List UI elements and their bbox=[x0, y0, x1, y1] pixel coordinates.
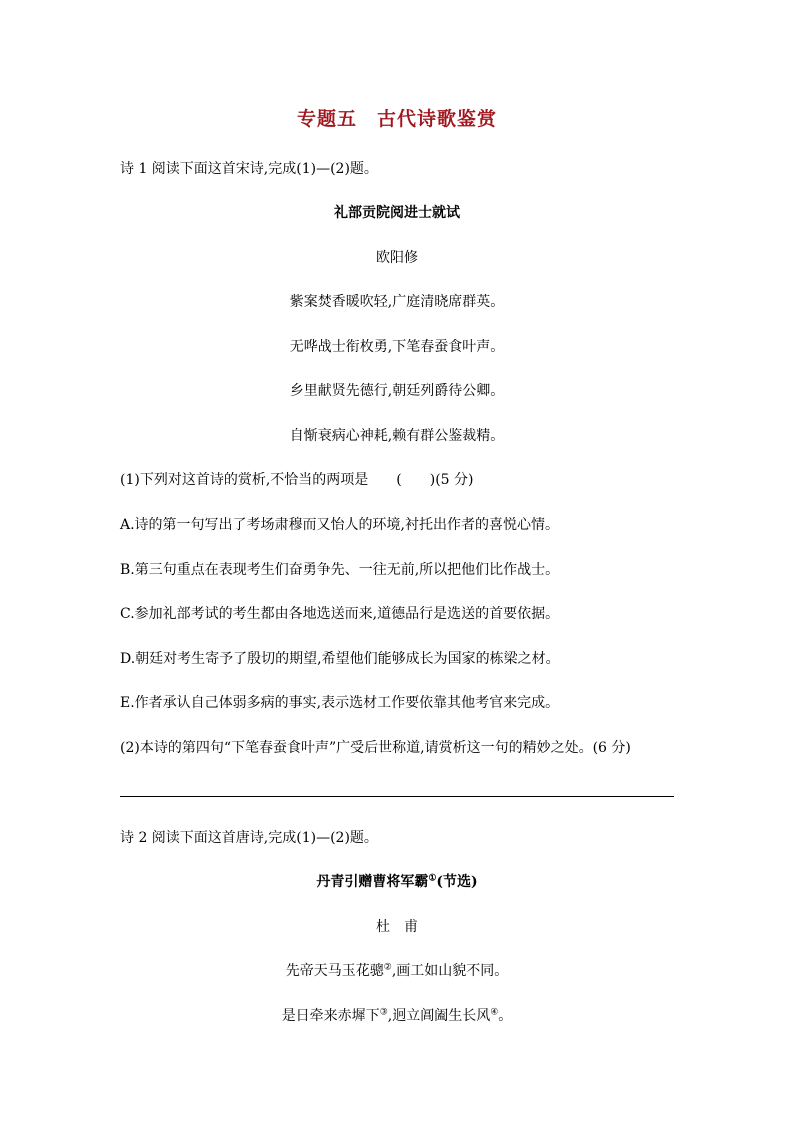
question-2: (2)本诗的第四句“下笔春蚕食叶声”广受后世称道,请赏析这一句的精妙之处。(6 分) bbox=[120, 740, 631, 756]
poem2-line-2-a: 是日牵来赤墀下 bbox=[281, 1008, 380, 1024]
poem2-title-text: 丹青引赠曹将军霸 bbox=[316, 874, 429, 890]
option-a: A.诗的第一句写出了考场肃穆而又怡人的环境,衬托出作者的喜悦心情。 bbox=[120, 517, 560, 533]
question-1: (1)下列对这首诗的赏析,不恰当的两项是 ( )(5 分) bbox=[120, 472, 474, 488]
poem2-line-2-c: 。 bbox=[498, 1008, 513, 1024]
poem2-title bbox=[0, 871, 794, 891]
option-e: E.作者承认自己体弱多病的事实,表示选材工作要依靠其他考官来完成。 bbox=[120, 695, 560, 711]
poem2-author: 杜 甫 bbox=[376, 919, 418, 935]
poem2-intro: 诗 2 阅读下面这首唐诗,完成(1)—(2)题。 bbox=[120, 830, 378, 846]
poem2-title-suffix: (节选) bbox=[436, 874, 478, 890]
poem1-line-4: 自惭衰病心神耗,赖有群公鉴裁精。 bbox=[289, 428, 505, 444]
poem1-line-2: 无哗战士衔枚勇,下笔春蚕食叶声。 bbox=[289, 339, 505, 355]
page-title: 专题五 古代诗歌鉴赏 bbox=[296, 108, 497, 130]
poem1-author: 欧阳修 bbox=[376, 250, 418, 266]
poem1-title: 礼部贡院阅进士就试 bbox=[334, 205, 460, 221]
footnote-marker: ④ bbox=[490, 1007, 499, 1018]
poem1-intro: 诗 1 阅读下面这首宋诗,完成(1)—(2)题。 bbox=[120, 161, 378, 177]
poem2-line-2 bbox=[0, 1005, 794, 1025]
footnote-marker: ② bbox=[383, 962, 392, 973]
answer-line bbox=[120, 796, 674, 797]
poem2-line-1-a: 先帝天马玉花骢 bbox=[285, 963, 384, 979]
option-c: C.参加礼部考试的考生都由各地选送而来,道德品行是选送的首要依据。 bbox=[120, 606, 560, 622]
option-b: B.第三句重点在表现考生们奋勇争先、一往无前,所以把他们比作战士。 bbox=[120, 562, 560, 578]
poem1-line-1: 紫案焚香暖吹轻,广庭清晓席群英。 bbox=[289, 294, 505, 310]
footnote-marker: ① bbox=[428, 873, 437, 884]
option-d: D.朝廷对考生寄予了殷切的期望,希望他们能够成长为国家的栋梁之材。 bbox=[120, 651, 560, 667]
footnote-marker: ③ bbox=[379, 1007, 388, 1018]
poem1-line-3: 乡里献贤先德行,朝廷列爵待公卿。 bbox=[289, 383, 505, 399]
poem2-line-1-b: ,画工如山貌不同。 bbox=[391, 963, 509, 979]
poem2-line-2-b: ,迥立阊阖生长风 bbox=[387, 1008, 491, 1024]
poem2-line-1 bbox=[0, 960, 794, 980]
